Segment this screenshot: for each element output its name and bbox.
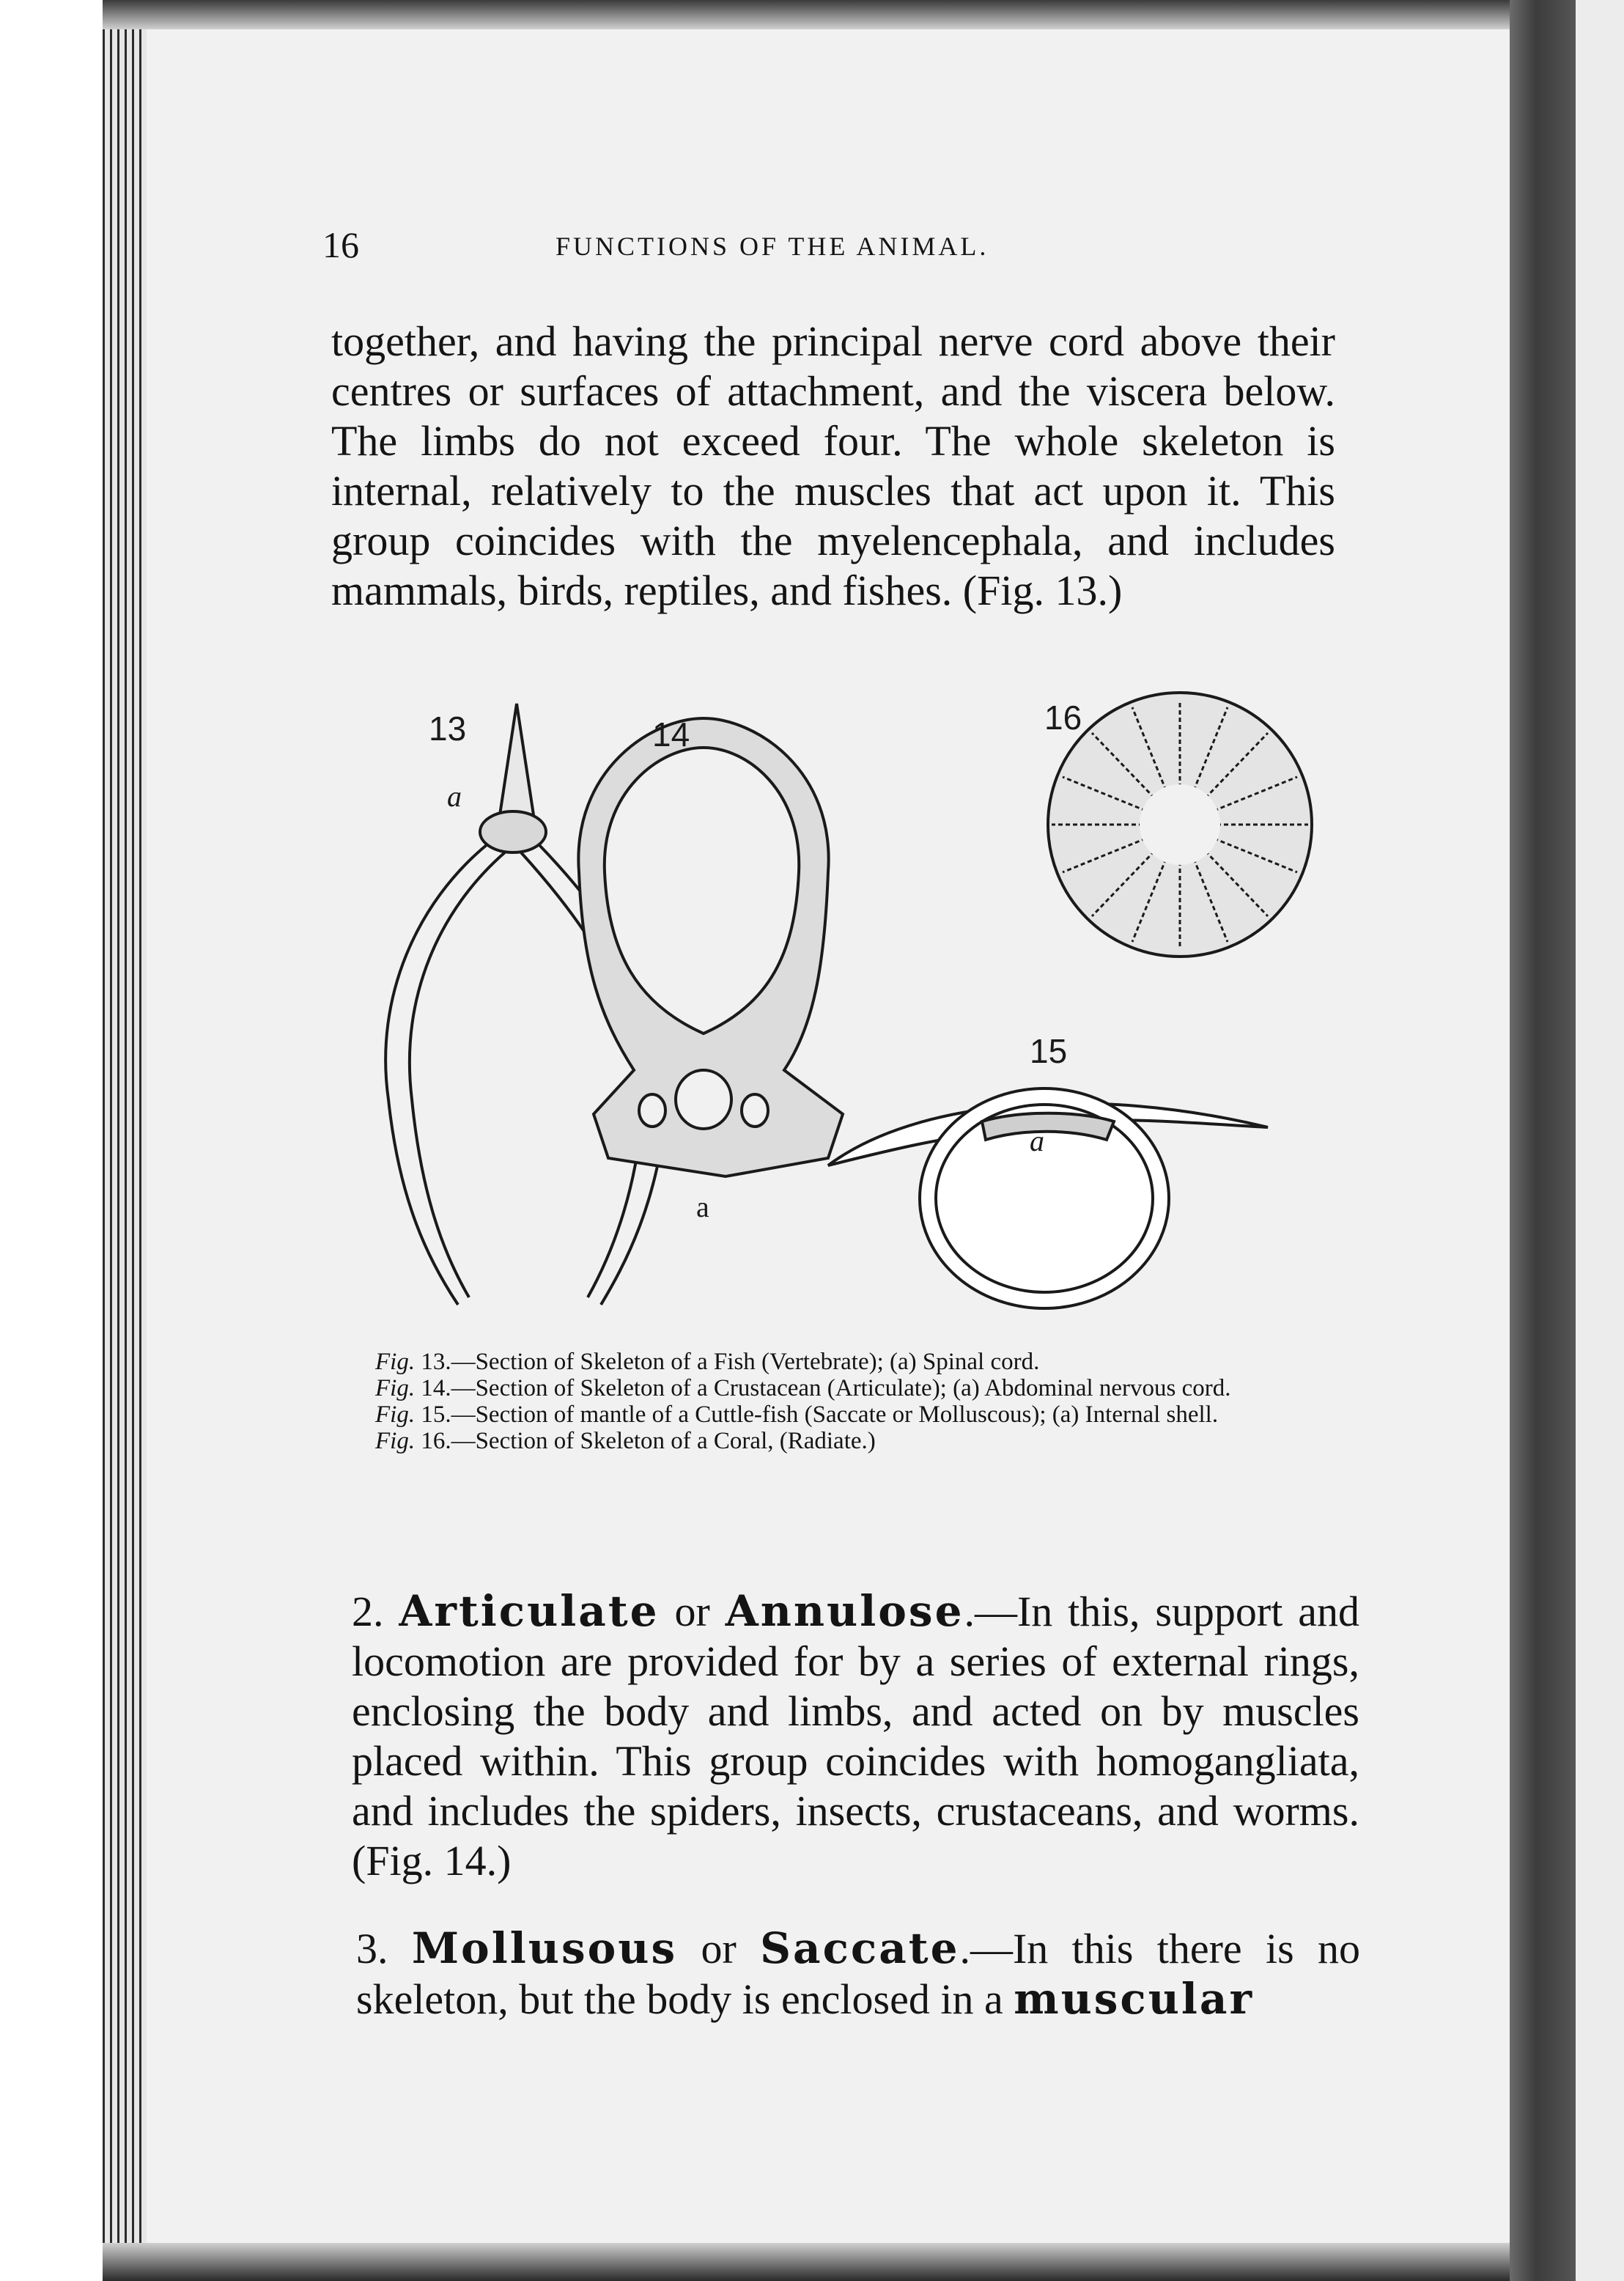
caption-fig13-text: 13.—Section of Skeleton of a Fish (Vertebrate); (a) Spinal cord. xyxy=(421,1349,1040,1375)
caption-fig15-label: Fig. xyxy=(375,1401,416,1428)
page-top-shadow xyxy=(103,0,1517,29)
page-number: 16 xyxy=(322,224,359,265)
caption-fig16 xyxy=(346,1428,1365,1454)
paragraph2-text: .—In this, support and locomotion are provided for by a series of external rings, enclosing the body and limbs, and acted on by muscles placed within. This group coincides with homogangliata, and includes the spiders, insects, crustaceans, and worms. (Fig. 14.) xyxy=(352,1588,1359,1884)
paragraph2-number: 2. xyxy=(352,1588,384,1635)
term-mollusous: Mollusous xyxy=(411,1923,678,1973)
term-articulate: Articulate xyxy=(399,1586,660,1636)
page-bottom-shadow xyxy=(103,2243,1517,2281)
paragraph3-number: 3. xyxy=(356,1925,388,1972)
paragraph3-or: or xyxy=(701,1925,737,1972)
caption-fig14 xyxy=(346,1375,1365,1401)
caption-fig14-label: Fig. xyxy=(375,1375,416,1401)
running-head: FUNCTIONS OF THE ANIMAL. xyxy=(556,232,989,261)
fig16-coral-skeleton xyxy=(1048,693,1312,957)
fig16-number: 16 xyxy=(1044,699,1082,737)
term-annulose: Annulose xyxy=(725,1586,964,1636)
caption-fig13 xyxy=(346,1349,1365,1375)
caption-fig13-label: Fig. xyxy=(375,1349,416,1375)
figure-captions xyxy=(346,1349,1365,1454)
fig14-crustacean-skeleton xyxy=(578,718,843,1176)
caption-fig16-text: 16.—Section of Skeleton of a Coral, (Radiate.) xyxy=(421,1428,876,1454)
paragraph-vertebrate: together, and having the principal nerve cord above their centres or surfaces of attachment, and the viscera below. The limbs do not exceed four. The whole skeleton is internal, relatively to the muscles that act upon it. This group coincides with the myelencephala, and includes mammals, birds, reptiles, and fishes. (Fig. 13.) xyxy=(331,317,1335,614)
paragraph-molluscous xyxy=(356,1923,1360,2024)
caption-fig16-label: Fig. xyxy=(375,1428,416,1454)
fig15-cuttlefish-mantle xyxy=(828,1088,1268,1308)
fig14-label-a: a xyxy=(696,1190,709,1223)
paragraph2-or: or xyxy=(674,1588,710,1635)
fig13-label-a: a xyxy=(447,780,462,813)
fig13-number: 13 xyxy=(429,710,467,748)
fig15-number: 15 xyxy=(1030,1032,1068,1070)
caption-fig14-text: 14.—Section of Skeleton of a Crustacean (Articulate); (a) Abdominal nervous cord. xyxy=(421,1375,1231,1401)
term-muscular: muscular xyxy=(1014,1974,1255,2024)
caption-fig15-text: 15.—Section of mantle of a Cuttle-fish (Saccate or Molluscous); (a) Internal shell. xyxy=(421,1401,1219,1428)
fig14-number: 14 xyxy=(652,715,690,753)
fig15-label-a: a xyxy=(1030,1124,1044,1157)
paragraph3-text: .—In this there is no skeleton, but the body is enclosed in a xyxy=(356,1925,1361,2023)
term-saccate: Saccate xyxy=(760,1923,960,1973)
caption-fig15 xyxy=(346,1401,1365,1428)
paragraph-articulate xyxy=(352,1586,1359,1886)
book-gutter xyxy=(1510,0,1576,2281)
page-header xyxy=(322,224,1363,275)
next-page-edge xyxy=(1576,0,1624,2281)
skeleton-figures xyxy=(359,689,1356,1327)
scan-margin-left xyxy=(0,0,103,2281)
